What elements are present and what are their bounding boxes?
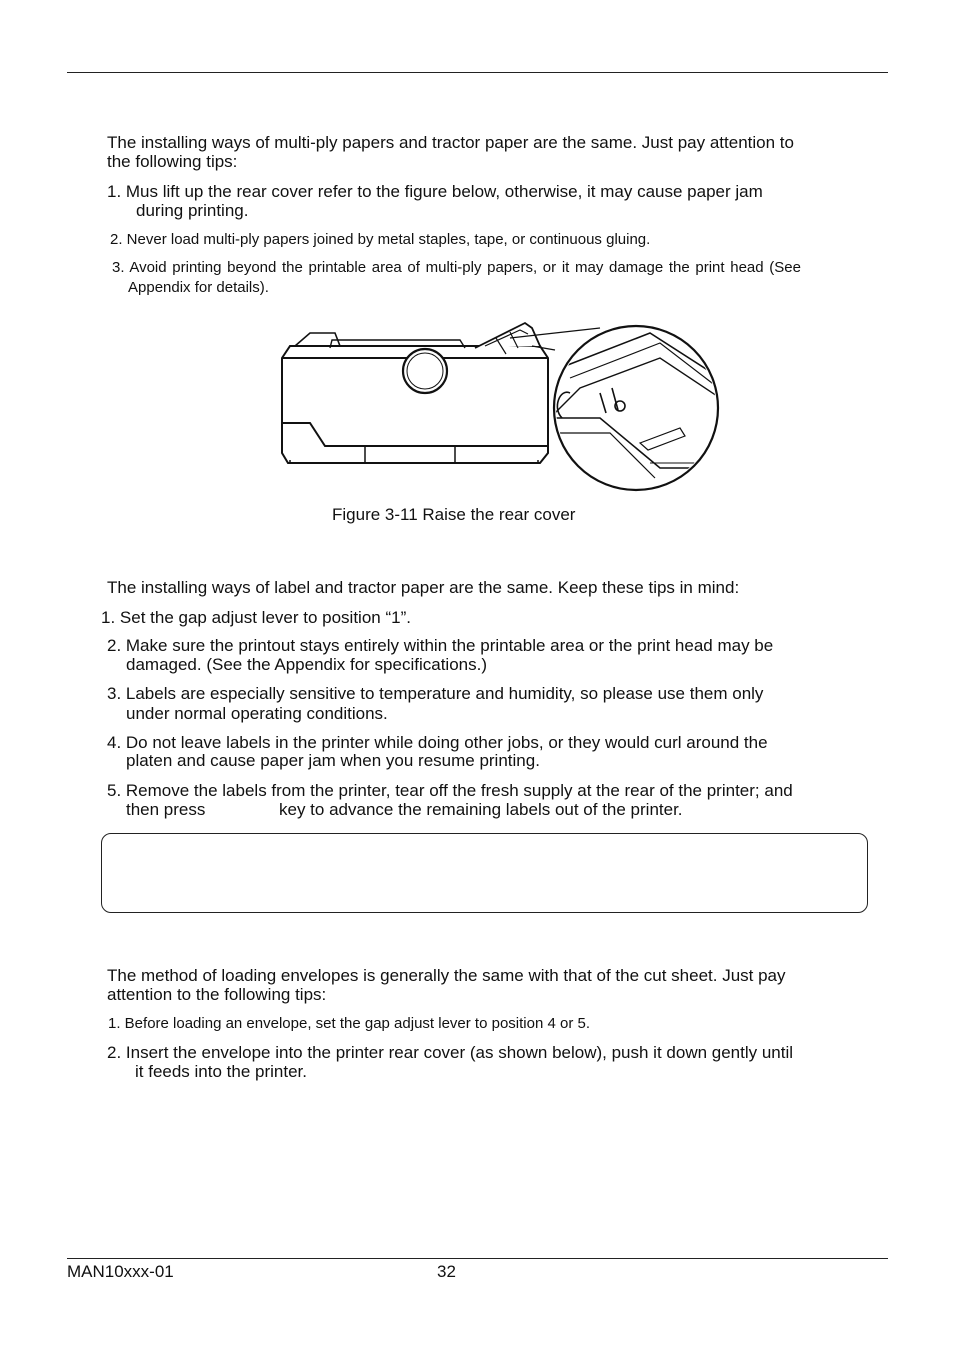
- section3-intro-line1: The method of loading envelopes is generally the same with that of the cut sheet. Just pay: [107, 966, 786, 985]
- section2-tip5-line2a: then press: [126, 800, 206, 819]
- section2-intro: The installing ways of label and tractor paper are the same. Keep these tips in mind:: [107, 578, 740, 597]
- note-box: [101, 833, 868, 913]
- section3-tip2-line1: 2. Insert the envelope into the printer rear cover (as shown below), push it down gently until: [107, 1043, 794, 1062]
- section3-tip2-line2: it feeds into the printer.: [135, 1062, 307, 1081]
- section2-tip3-line1: 3. Labels are especially sensitive to temperature and humidity, so please use them only: [107, 684, 764, 703]
- section1-tip3-line2: Appendix for details).: [128, 279, 269, 296]
- section2-tip1: 1. Set the gap adjust lever to position “1”.: [101, 608, 411, 627]
- section1-tip1-line2: during printing.: [136, 201, 249, 220]
- section3-tip1: 1. Before loading an envelope, set the gap adjust lever to position 4 or 5.: [108, 1015, 590, 1032]
- section2-tip3-line2: under normal operating conditions.: [126, 704, 388, 723]
- section3-intro-line2: attention to the following tips:: [107, 985, 327, 1004]
- section2-tip2-line1: 2. Make sure the printout stays entirely within the printable area or the print head may be: [107, 636, 774, 655]
- section2-tip4-line2: platen and cause paper jam when you resume printing.: [126, 751, 540, 770]
- section1-tip3-line1: 3. Avoid printing beyond the printable area of multi-ply papers, or it may damage the print head (See: [112, 259, 801, 276]
- figure-caption: Figure 3-11 Raise the rear cover: [332, 505, 576, 524]
- section1-tip1-line1: 1. Mus lift up the rear cover refer to the figure below, otherwise, it may cause paper jam: [107, 182, 763, 201]
- detail-magnifier-circle: [554, 326, 718, 490]
- header-rule: [67, 72, 888, 73]
- footer-page-number: 32: [437, 1262, 456, 1281]
- section2-tip5-line2b: key to advance the remaining labels out of the printer.: [279, 800, 683, 819]
- section2-tip2-line2: damaged. (See the Appendix for specifications.): [126, 655, 487, 674]
- section1-intro-line1: The installing ways of multi-ply papers and tractor paper are the same. Just pay attention to: [107, 133, 794, 152]
- printer-rear-cover-illustration: [270, 318, 730, 498]
- section1-tip2: 2. Never load multi-ply papers joined by metal staples, tape, or continuous gluing.: [110, 231, 651, 248]
- footer-rule: [67, 1258, 888, 1259]
- section2-tip5-line1: 5. Remove the labels from the printer, tear off the fresh supply at the rear of the printer; and: [107, 781, 793, 800]
- section1-intro-line2: the following tips:: [107, 152, 238, 171]
- section2-tip4-line1: 4. Do not leave labels in the printer while doing other jobs, or they would curl around the: [107, 733, 768, 752]
- footer-doc-id: MAN10xxx-01: [67, 1262, 174, 1281]
- platen-knob: [403, 349, 447, 393]
